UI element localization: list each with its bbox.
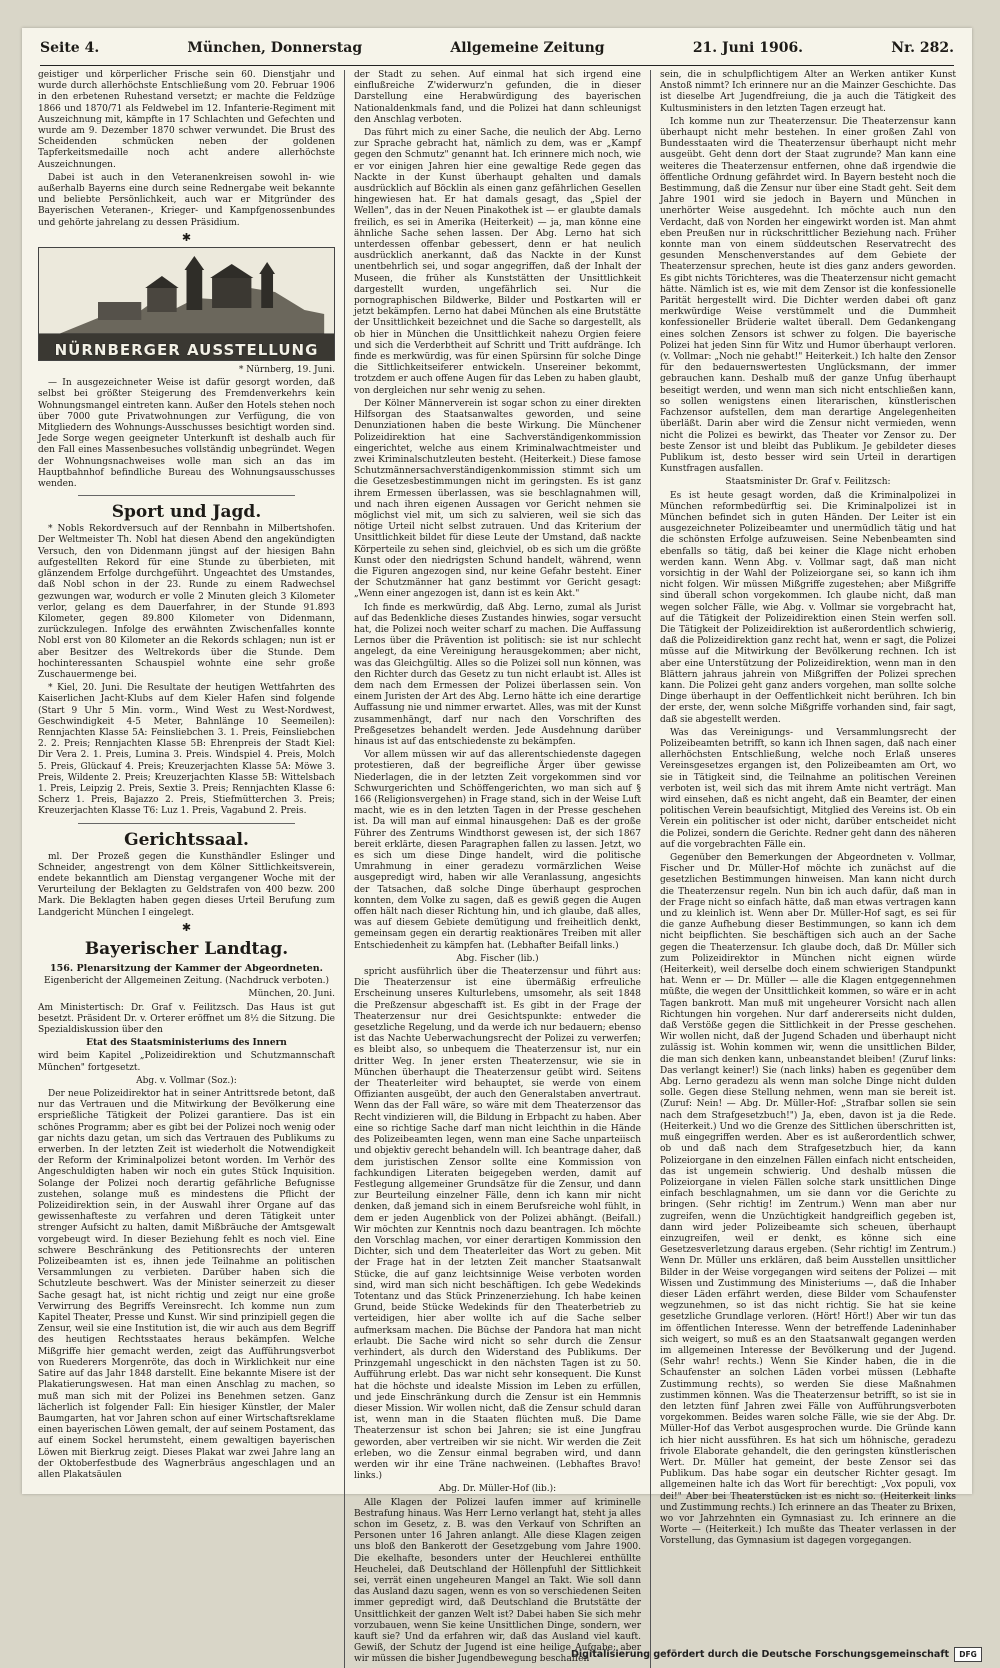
article-text: geistiger und körperlicher Frische sein 60. Dienstjahr und wurde durch allerhöchste Entschließung vom 20. Februar 1906 in den erbetenen Ruhestand versetzt; er machte die Feldzüge 1866 und 1870/71 als Feldwebel im 12. Infanterie-Regiment mit Auszeichnung mit, kämpfte in 17 Schlachten und Gefechten und wurde am 9. Dezember 1870 schwer verwundet. Die Brust des Scheidenden schmücken neben der goldenen Tapferkeitsmedaille noch acht andere allerhöchste Auszeichnungen. [38, 70, 335, 170]
article-text: Ich finde es merkwürdig, daß Abg. Lerno, zumal als Jurist auf das Bedenkliche dieses Zustandes hinwies, sogar versucht hat, die Polizei noch weiter scharf zu machen. Die Auffassung Lernos über die Prävention ist politisch: sie ist nur schlecht angelegt, da eine Vereinigung herausgekommen; aber nicht, was das Gleichgültig. Alles so die Polizei soll nun können, was den Richter durch das Gesetz zu tun nicht erlaubt ist. Alles ist dem nach dem Ermessen der Polizei überlassen sein. Von einem Juristen der Art des Abg. Lerno hätte ich eine derartige Auffassung nie und nimmer erwartet. Alles, was mit der Kunst zusammenhängt, darf nur nach den Vorschriften des Preßgesetzes behandelt werden. Jede Ausdehnung darüber hinaus ist auf das entschiedenste zu bekämpfen. [354, 602, 641, 747]
article-text: Das führt mich zu einer Sache, die neulich der Abg. Lerno zur Sprache gebracht hat, nämlich zu dem, was er „Kampf gegen den Schmutz" genannt hat. Ich erinnere mich noch, wie er vor einigen Jahren hier eine gewaltige Rede gegen das Nackte in der Kunst überhaupt gehalten und damals ausdrücklich auf Böcklin als einen ganz gefährlichen Gesellen hingewiesen hat. Er hat damals gesagt, das „Spiel der Wellen", das in der Neuen Pinakothek ist — er glaubte damals freilich, es sei in Amerika (Heiterkeit) — ja, man könne eine ähnliche Sache sehen lassen. Der Abg. Lerno hat sich unterdessen offenbar gebessert, denn er hat neulich ausdrücklich anerkannt, daß das Nackte in der Kunst unentbehrlich sei, und sogar angegriffen, daß der Inhalt der Museen, die früher als Kunststätten der Unsittlichkeit dargestellt wurden, ungefährlich sei. Nur die pornographischen Bildwerke, Bilder und Postkarten will er jetzt bekämpfen. Lerno hat dabei München als eine Brutstätte der Unsittlichkeit bezeichnet und die Sache so dargestellt, als ob hier in München die Unsittlichkeit nahezu Orgien feiere und sich die Verderbtheit auf Schritt und Tritt aufdränge. Ich finde es merkwürdig, was für einen Spürsinn für solche Dinge die Sittlichkeitseiferer entwickeln. Unsereiner bekommt, trotzdem er auch offene Augen für das Leben zu haben glaubt, von dergleichen nur sehr wenig zu sehen. [354, 128, 641, 396]
article-text: wird beim Kapitel „Polizeidirektion und Schutzmannschaft München" fortgesetzt. [38, 1051, 335, 1073]
article-text: * Kiel, 20. Juni. Die Resultate der heutigen Wettfahrten des Kaiserlichen Jacht-Klubs auf dem Kieler Hafen sind folgende (Start 9 Uhr 5 Min. vorm., Wind West zu West-Nordwest, Geschwindigkeit 4-5 Meter, Bahnlänge 10 Seemeilen): Rennjachten Klasse 5A: Feinsliebchen 3. 1. Preis, Feinsliebchen 2. 2. Preis; Rennjachten Klasse 5B: Ehrenpreis der Stadt Kiel: Dir Vera 2. 1. Preis, Lumina 3. Preis. Windspiel 4. Preis, Molch 5. Preis, Glückauf 4. Preis; Kreuzerjachten Klasse 5A: Möwe 3. Preis, Wildente 2. Preis; Kreuzerjachten Klasse 5B: Wittelsbach 1. Preis, Leipzig 2. Preis, Sextie 3. Preis; Rennjachten Klasse 6: Scherz 1. Preis, Bajazzo 2. Preis, Stiefmütterchen 3. Preis; Kreuzerjachten Klasse T6: Luz 1. Preis, Vagabund 2. Preis. [38, 683, 335, 817]
place-day: München, Donnerstag [187, 40, 363, 56]
speaker-name: Abg. Dr. Müller-Hof (lib.): [438, 1484, 557, 1495]
dateline: München, 20. Juni. [248, 989, 335, 1000]
article-text: spricht ausführlich über die Theaterzensur und führt aus: Die Theaterzensur ist eine übermäßig erfreuliche Erscheinung unseres Kulturlebens, umsomehr, als seit 1848 die Preßzensur abgeschafft ist. Es gibt in der Frage der Theaterzensur nur drei Gesichtspunkte: entweder die gesetzliche Regelung, und da werde ich nur bedauern; ebenso ist das Nachte Ueberwachungsrecht der Polizei zu verwerfen; es bleibt also, so unbequem die Theaterzensur ist, nur ein dritter Weg. In jener ersten Theaterzensur, wie sie in München überhaupt die Theaterzensur geübt wird. Seitens der Theaterleiter wird behauptet, sie werde von einem Offizianten ausgeübt, der auch den Generalstaben anvertraut. Wenn das der Fall wäre, so wäre mit dem Theaterzensor das Recht vindizieren will, die Bildung in Erbpacht zu haben. Aber eine so richtige Sache darf man nicht leichthin in die Hände des Polizeibeamten legen, wenn man eine Sache unparteiisch und objektiv gerecht behandeln will. Ich beantrage daher, daß dem juristischen Zensor sollte eine Kommission von fachkundigen Literaten beigegeben werden, damit auf Festlegung allgemeiner Grundsätze für die Zensur, und dann zur Beurteilung einzelner Fälle, denn ich kann mir nicht denken, daß jemand sich in einem Berufsreiche wohl fühlt, in dem er jeden Augenblick von der Polizei abhängt. (Beifall.) Wir möchten zur Kenntnis noch dazu beantragen. Ich möchte den Vorschlag machen, vor einer derartigen Kommission den Dichter, sich und dem Theaterleiter das Wort zu geben. Mit der Frage hat in der letzten Zeit mancher Staatsanwalt Stücke, die auf ganz leichtsinnige Weise verboten worden sind, wird man sich nicht beschäftigen. Ich gebe Wedekinds Totentanz und das Stück Prinzenerziehung. Ich habe keinen Grund, beide Stücke Wedekinds für den Theaterbetrieb zu verteidigen, hier aber wollte ich auf die Sache selber aufmerksam machen. Die Büchse der Pandora hat man nicht erlaubt. Die Sache wird nicht so sehr durch die Zensur verhindert, als durch den Widerstand des Publikums. Der Prinzgemahl ungeschickt in den nächsten Tagen ist zu 50. Aufführung erlebt. Das war nicht sehr konsequent. Die Kunst hat die höchste und idealste Mission im Leben zu erfüllen, und jede Einschränkung durch die Zensur ist ein Hemmnis dieser Mission. Wir wollen nicht, daß die Zensur schuld daran ist, wenn man in die Staaten flüchten muß. Die Dame Theaterzensur ist schon bei Jahren; sie ist eine Jungfrau geworden, aber vertreiben wir sie nicht. Wir werden die Zeit erleben, wo die Zensur einmal begraben wird, und dann werden wir ihr eine Träne nachweinen. (Lebhaftes Bravo! links.) [354, 967, 641, 1482]
separator-star: ✱ [181, 920, 192, 934]
section-title-landtag: Bayerischer Landtag. [84, 938, 289, 959]
column-3 [650, 70, 956, 1668]
article-text: * Nobls Rekordversuch auf der Rennbahn in Milbertshofen. Der Weltmeister Th. Nobl hat diesen Abend den angekündigten Versuch, den von Didenmann jüngst auf der hiesigen Bahn aufgestellten Rekord für eine Stunde zu überbieten, mit glänzendem Erfolge durchgeführt. Ungeachtet des Umstandes, daß Nobl schon in der 23. Runde zu einem Radwechsel gezwungen war, wodurch er volle 2 Minuten gleich 3 Kilometer verlor, gelang es dem Dauerfahrer, in der Stunde 91.893 Kilometer, gegen 89.800 Kilometer von Didenmann, zurückzulegen. Infolge des erwähnten Zwischenfalles konnte Nobl erst von 80 Kilometer an die Rekords schlagen; nun ist er aber Besitzer des Weltrekords über die Stunde. Dem hochinteressanten Schauspiel wohnte eine sehr große Zuschauermenge bei. [38, 524, 335, 680]
article-text: Gegenüber den Bemerkungen der Abgeordneten v. Vollmar, Fischer und Dr. Müller-Hof möchte ich zunächst auf die gesetzlichen Bestimmungen hinweisen. Man kann nicht durch die Theaterzensur regeln. Nun bin ich auch dafür, daß man in der Frage nicht so einfach hätte, daß man etwas vertragen kann und zu kleinlich ist. Wenn aber Dr. Müller-Hof sagt, es sei für die ganze Aufhebung dieser Bestimmungen, so kann ich dem nicht beipflichten. Sie beschäftigen sich auch an der Sache gegen die Theaterzensur. Ich glaube doch, daß Dr. Müller sich zum Polizeidirektor in München nicht eignen würde (Heiterkeit), weil derselbe doch einem schwierigen Standpunkt hat. Wenn er — Dr. Müller — alle die Klagen entgegennehmen müßte, die wegen der Unsittlichkeit kommen, so wäre er in acht Tagen bankrott. Man muß mit ungeheurer Vorsicht nach allen Richtungen hin vorgehen. Nur darf andererseits nicht dulden, daß Verstöße gegen die Sittlichkeit in der Presse geschehen. Wir wollen nicht, daß der Jugend Schaden und überhaupt nicht zulässig ist. Wohin kommen wir, wenn die unsittlichen Bilder, die man sich denken kann, unbeanstandet bleiben! (Zuruf links: Das verlangt keiner!) Sie (nach links) haben es gegenüber dem Abg. Lerno geradezu als wenn man solche Dinge nicht dulden solle. Gegen diese Stellung nehmen, wenn man sie bereit ist. (Zuruf: Nein! — Abg. Dr. Müller-Hof: „Strafbar sollen sie sein nach dem Strafgesetzbuch!") Ja, eben, davon ist ja die Rede. (Heiterkeit.) Und wo die Grenze des Sittlichen überschritten ist, muß eingegriffen werden. Aber es ist außerordentlich schwer, ob und daß nach dem Strafgesetzbuch hier, da kann Polizeiorgane in den einzelnen Fällen einfach nicht entscheiden, das ist ungemein schwierig. Und deshalb müssen die Polizeiorgane in vielen Fällen solche stark unsittlichen Dinge einfach beschlagnahmen, um sie dann vor die Gerichte zu bringen. (Sehr richtig! im Zentrum.) Wenn man aber nur zugreifen, wenn die Unzüchtigkeit handgreiflich gegeben ist, dann wird jeder Polizeibeamte sich scheuen, überhaupt einzugreifen, weil er denkt, es könne sich eine Gesetzesverletzung daraus ergeben. (Sehr richtig! im Zentrum.) Wenn Dr. Müller uns erklären, daß beim Ausstellen unsittlicher Bilder in der Weise vorgegangen wird seitens der Polizei — mit Wissen und Zustimmung des Ministeriums —, daß die Inhaber dieser Läden erfährt werden, diese Bilder vom Schaufenster wegzunehmen, so ist das nicht richtig. Sie hat sie keine gesetzliche Grundlage verloren. (Hört! Hört!) Aber wir tun das im öffentlichen Interesse. Wenn der betreffende Ladeninhaber sich weigert, so muß es an den Staatsanwalt gegangen werden im allgemeinen Interesse der Bevölkerung und der Jugend. (Sehr wahr! rechts.) Wenn Sie Kinder haben, die in die Schaufenster an solchen Läden vorbei müssen (Lebhafte Zustimmung rechts), so werden Sie diese Maßnahmen zustimmen können. Was die Theaterzensur betrifft, so ist sie in den letzten fünf Jahren zwei Fälle von Aufführungsverboten vorgekommen. Beides waren solche Fälle, wie sie der Abg. Dr. Müller-Hof das Verbot ausgesprochen wurde. Die Gründe kann ich hier nicht aussführen. Es hat sich um höhnische, geradezu frivole Elaborate gehandelt, die den geringsten künstlerischen Wert. Dr. Müller hat gemeint, der beste Zensor sei das Publikum. Das habe sogar ein deutscher Richter gesagt. Im allgemeinen halte ich das Wort für berechtigt: „Vox populi, vox dei!" Aber bei Theaterstücken ist es nicht so. (Heiterkeit links und Zustimmung rechts.) Ich erinnere an das Theater zu Brixen, wo vor Jahrzehnten ein Gymnasiast zu. Ich erinnere an die Worte — (Heiterkeit.) Ich mußte das Theater verlassen in der Vorstellung, das Gymnasium ist dagegen vorgegangen. [660, 853, 956, 1547]
agenda-item: Etat des Staatsministeriums des Innern [86, 1038, 287, 1049]
section-title-court: Gerichtssaal. [124, 829, 249, 850]
article-text: der Stadt zu sehen. Auf einmal hat sich irgend eine einflußreiche Z'widerwurz'n gefunden, die in dieser Darstellung eine Herabwürdigung des bayerischen Nationaldenkmals fand, und die Polizei hat dann schleunigst den Anschlag verboten. [354, 70, 641, 125]
article-text: Ich komme nun zur Theaterzensur. Die Theaterzensur kann überhaupt nicht mehr bestehen. In einer großen Zahl von Bundesstaaten wird die Theaterzensur überhaupt nicht mehr ausgeübt. Geht denn dort der Staat zugrunde? Man kann eine weiteres die Theaterzensur entfernen, ohne daß irgendwie die öffentliche Ordnung gefährdet wird. In Bayern besteht noch die Bestimmung, daß die Zensur nur über eine Stadt geht. Seit dem Jahre 1901 wird sie jedoch in Bayern und München in unerhörter Weise ausgedehnt. Ich möchte auch nun den Verdacht, daß von Norden her eingewirkt worden ist. Man ahmt eben Preußen nur in rückschrittlicher Beziehung nach. Früher konnte man von einem süddeutschen Reservatrecht des gesunden Menschenverstandes auf dem Gebiete der Theaterzensur sprechen, heute ist dies ganz anders geworden. Es gibt nichts Törichteres, was die Theaterzensur nicht gemacht hätte. Nämlich ist es, wie mit dem Zensor ist die konfessionelle Parität hergestellt wird. Die Dichter werden dabei oft ganz merkwürdige Weise verstümmelt und die Dummheit konfessioneller Brüderie waltet überall. Dem Gedankengang eines solchen Zensors ist schwer zu folgen. Die bayerische Polizei hat jeden Sinn für Witz und Humor überhaupt verloren. (v. Vollmar: „Noch nie gehabt!" Heiterkeit.) Ich halte den Zensor für den bedauernswertesten Unglücksmann, der immer gebrauchen kann. Deshalb muß der ganze Unfug überhaupt beseitigt werden, und wenn man sich nicht entschließen kann, so sollen wenigstens einen literarischen, künstlerischen Fachzensor aufstellen, dem man derartige Angelegenheiten überläßt. Darin aber wird die Zensur nicht vermieden, wenn nicht die Polizei es bewirkt, das Theater vor Zensor zu. Der beste Zensor ist und bleibt das Publikum. Je gebildeter dieses Publikum ist, desto besser wird sein Urteil in derartigen Kunstfragen ausfallen. [660, 116, 956, 475]
section-title-sport: Sport und Jagd. [111, 502, 262, 523]
exhibition-illustration [38, 247, 335, 361]
speaker-name: Abg. v. Vollmar (Soz.): [136, 1075, 237, 1086]
article-text: sein, die in schulpflichtigem Alter an Werken antiker Kunst Anstoß nimmt? Ich erinnere nur an die Mainzer Geschichte. Das ist dieselbe Art Jugendfreiung, die ja auch die Tätigkeit des Kultusministers in den letzten Tagen erzeugt hat. [660, 70, 956, 114]
article-text: Vor allem müssen wir auf das allerentschiedenste dagegen protestieren, daß der begreifliche Ärger über gewisse Niederlagen, die in der letzten Zeit vorgekommen sind vor Schwurgerichten und Schöffengerichten, wo man sich auf § 166 (Religionsvergehen) in Frage stand, sich in der Weise Luft macht, wie es in den letzten Tagen in der Presse geschehen ist. Da will man auf einmal hinausgehen: Daß es der große Führer des Zentrums Windthorst gewesen ist, der sich 1867 bereit erklärte, diesen Paragraphen fallen zu lassen. Jetzt, wo es sich um diese Dinge handelt, wird die politische Umrahmung in einer geradezu vormärzlichen Weise ausgepredigt wird, haben wir alle Veranlassung, angesichts der Tatsachen, daß solche Dinge überhaupt gesprochen konnten, dem Volke zu sagen, daß es gewiß gegen die Augen offen hält nach dieser Richtung hin, und ich glaube, daß alles, was auf diesem Gebiete demütigung und freiheitlich denkt, gemeinsam gegen ein derartig reaktionäres Treiben mit aller Entschiedenheit zu kämpfen hat. (Lebhafter Beifall links.) [354, 750, 641, 951]
dateline: * Nürnberg, 19. Juni. [238, 365, 335, 376]
divider [78, 495, 295, 496]
divider [78, 823, 295, 824]
issue-date: 21. Juni 1906. [692, 40, 804, 56]
speaker-name: Abg. Fischer (lib.) [456, 953, 539, 964]
credit-text: Digitalisierung gefördert durch die Deutsche Forschungsgemeinschaft [571, 1649, 949, 1660]
page-header [40, 40, 954, 66]
exhibition-title: NÜRNBERGER AUSSTELLUNG [54, 340, 319, 359]
article-text: Was das Vereinigungs- und Versammlungsrecht der Polizeibeamten betrifft, so kann ich Ihnen sagen, daß nach einer allerhöchsten Entschließung, welche noch Erlaß unseres Vereinsgesetzes ergangen ist, den Polizeibeamten am Ort, wo sie in Tätigkeit sind, die Teilnahme an politischen Vereinen verboten ist, weil sich das mit ihrem Amte nicht verträgt. Man wird einsehen, daß es nicht angeht, daß ein Beamter, der einen politischen Verein beaufsichtigt, Mitglied des Vereins ist. Ob ein Verein ein politischer ist oder nicht, darüber entscheidet nicht die Polizei, sondern die Gerichte. Redner geht dann des näheren auf die vorgebrachten Fälle ein. [660, 727, 956, 850]
report-note: Eigenbericht der Allgemeinen Zeitung. (Nachdruck verboten.) [44, 976, 329, 987]
digitization-credit [571, 1647, 982, 1662]
article-text: Der neue Polizeidirektor hat in seiner Antrittsrede betont, daß nur das Vertrauen und die Mitwirkung der Bevölkerung eine ersprießliche Tätigkeit der Polizei garantiere. Das ist ein schönes Programm; aber es gibt bei der Polizei noch wenig oder gar nichts dazu getan, um sich das Vertrauen des Publikums zu erwerben. In der letzten Zeit ist wiederholt die Notwendigkeit der Reform der Kriminalpolizei betont worden. Im Verhör des Angeschuldigten haben wir noch ein gutes Stück Inquisition. Solange der Polizei noch derartig gefährliche Befugnisse zustehen, solange muß es mindestens die Pflicht der Polizeidirektion sein, in der Auswahl ihrer Organe auf das gewissenhafteste zu verfahren und deren Tätigkeit unter strenger Aufsicht zu halten, damit Mißbräuche der Amtsgewalt vorgebeugt wird. In dieser Beziehung fehlt es noch viel. Eine schwere Beschränkung des Petitionsrechts der unteren Polizeibeamten ist es, ihnen jede Teilnahme an politischen Versammlungen zu verbieten. Darüber haben sich die Schutzleute beschwert. Was der Minister seinerzeit zu dieser Sache gesagt hat, ist nicht richtig und zeigt nur eine große Verwirrung des Begriffs Vereinsrecht. Ich komme nun zum Kapitel Theater, Presse und Kunst. Wir sind prinzipiell gegen die Zensur, weil sie eine Institution ist, die wir auch aus dem Begriff des heutigen Rechtsstaates heraus bekämpfen. Welche Mißgriffe hier gemacht werden, zeigt das Aufführungsverbot von Ruederers Morgenröte, das doch in Wirklichkeit nur eine Satire auf das Jahr 1848 darstellt. Eine bekannte Misere ist der Plakatierungswesen. Hat man einen Anschlag zu machen, so muß man sich mit der Polizei ins Benehmen setzen. Ganz lächerlich ist folgender Fall: Ein hiesiger Künstler, der Maler Baumgarten, hat vor Jahren schon auf einer Wirtschaftsreklame einen bayerischen Löwen gemalt, der auf seinem Postament, das auf einem Sockel herumsteht, einem gewaltigen bayerischen Löwen mit Bierkrug zeigt. Dieses Plakat war zwei Jahre lang an der Oktoberfestbude des Wagnerbräus angeschlagen und an allen Plakatsäulen [38, 1089, 335, 1480]
speaker-name: Staatsminister Dr. Graf v. Feilitzsch: [725, 477, 891, 488]
column-2 [344, 70, 650, 1668]
article-text: Der Kölner Männerverein ist sogar schon zu einer direkten Hilfsorgan des Staatsanwaltes geworden, und seine Denunziationen haben die beste Wirkung. Die Münchener Polizeidirektion hat eine Sachverständigenkommission eingerichtet, welche aus einem Kriminalwachtmeister und zwei Kriminalschutzleuten besteht. (Heiterkeit.) Diese famose Schutzmännersachverständigenkommission stimmt sich um die Gesetzesbestimmungen nicht im geringsten. Es ist ganz ihrem Ermessen überlassen, was sie beschlagnahmen will, und nach ihren eigenen Aussagen vor Gericht nehmen sie möglichst viel mit, um sich zu salvieren, weil sie sich das nötige Urteil nicht selbst zutrauen. Und das Kriterium der Unsittlichkeit bildet für diese Leute der Umstand, daß nackte Körperteile zu sehen sind, gleichviel, ob es sich um die größte Kunst oder den niedrigsten Schund handelt, während, wenn die Figuren angezogen sind, nur keine Gefahr besteht. Einer der Schutzmänner hat ganz bestimmt vor Gericht gesagt: „Wenn einer angezogen ist, dann ist es kein Akt." [354, 398, 641, 600]
column-1 [38, 70, 344, 1668]
article-text: Es ist heute gesagt worden, daß die Kriminalpolizei in München reformbedürftig sei. Die Kriminalpolizei ist in München befindet sich in guten Händen. Der Leiter ist ein ausgezeichneter Polizeibeamter und unermüdlich tätig und hat die schönsten Erfolge aufzuweisen. Seine Nebenbeamten sind ebenfalls so tätig, daß bei keiner die Klage nicht erhoben werden kann. Wenn Abg. v. Vollmar sagt, daß man nicht vorsichtig in der Wahl der Polizeiorgane sei, so kann ich ihm nicht folgen. Wir müssen Mißgriffe zugestehen; aber Mißgriffe sind überall schon vorgekommen. Ich glaube nicht, daß man wegen solcher Fälle, wie Abg. v. Vollmar sie vorgebracht hat, auf die Tätigkeit der Polizeidirektion einen Stein werfen soll. Die Tätigkeit der Polizeidirektion ist außerordentlich schwierig, daß die Polizeidirektion ganz recht hat, wenn er sagt, die Polizei müsse auf die Mitwirkung der Bevölkerung rechnen. Ich ist aber eine Unterstützung der Polizeidirektion, wenn man in den Blättern jahraus jahrein von Mißgriffen der Polizei sprechen kann. Die Polizei geht ganz anders vorgehen, man sollte solche Dinge überhaupt in der Oeffentlichkeit nicht berühren. Ich bin der erste, der, wenn solche Mißgriffe vorhanden sind, fair sagt, daß sie abgestellt werden. [660, 490, 956, 725]
dfg-logo-icon: DFG [954, 1647, 982, 1662]
article-text: Am Ministertisch: Dr. Graf v. Feilitzsch. Das Haus ist gut besetzt. Präsident Dr. v. Orterer eröffnet um 8½ die Sitzung. Die Spezialdiskussion über den [38, 1002, 335, 1035]
article-text: ml. Der Prozeß gegen die Kunsthändler Eslinger und Schneider, angestrengt von dem Kölner Sittlichkeitsverein, endete bekanntlich am Dienstag vergangener Woche mit der Verurteilung der Beklagten zu Geldstrafen von 400 bezw. 200 Mark. Die Beklagten haben gegen dieses Urteil Berufung zum Landgericht München I eingelegt. [38, 851, 335, 918]
page-number: Seite 4. [40, 40, 100, 56]
session-title: 156. Plenarsitzung der Kammer der Abgeordneten. [50, 962, 323, 974]
issue-number: Nr. 282. [891, 40, 954, 56]
separator-star: ✱ [181, 230, 192, 244]
paper-name: Allgemeine Zeitung [450, 40, 605, 56]
article-text: Dabei ist auch in den Veteranenkreisen sowohl in- wie außerhalb Bayerns eine durch seine Rednergabe weit bekannte und beliebte Persönlichkeit, auch war er Mitgründer des Bayerischen Veteranen-, Krieger- und Kampfgenossenbundes und gehörte jahrelang zu dessen Präsidium. [38, 172, 335, 228]
article-text: Alle Klagen der Polizei laufen immer auf kriminelle Bestrafung hinaus. Was Herr Lerno verlangt hat, steht ja alles schon im Gesetz, z. B. was den Verkauf von Schriften an Personen unter 16 Jahren anlangt. Alle diese Klagen zeigen uns bloß den Bankerott der Gesetzgebung vom Jahre 1900. Die ekelhafte, besonders unter der Heuchlerei enthüllte Heuchelei, daß Deutschland der Höllenpfuhl der Sittlichkeit sei, verrät einen ungeheuren Mangel an Takt. Wie soll dann das Ausland dazu sagen, wenn es von so verschiedenen Seiten immer gepredigt wird, daß Deutschland die Brutstätte der Unsittlichkeit der ganzen Welt ist? Dabei haben Sie sich mehr vorzubauen, wenn Sie keine Unsittlichen Dinge, sondern, wer kauft sie? Und da erfahren wir, daß das Ausland viel kauft. Gewiß, der Schutz der Jugend ist eine heilige Aufgabe; aber wir müssen die bisher Jugendbewegung beschaffen [354, 1497, 641, 1665]
article-text: — In ausgezeichneter Weise ist dafür gesorgt worden, daß selbst bei größter Steigerung des Fremdenverkehrs kein Wohnungsmangel eintreten kann. Außer den Hotels stehen noch über 7000 gute Privatwohnungen zur Verfügung, die von Mitgliedern des Wohnungs-Ausschusses besichtigt worden sind. Jede Sorge wegen geeigneter Unterkunft ist deshalb auch für den Fall eines Massenbesuches vollständig unbegründet. Wegen der Wohnungsnachweises wolle man sich an das im Hauptbahnhof befindliche Bureau des Wohnungsausschusses wenden. [38, 378, 335, 490]
